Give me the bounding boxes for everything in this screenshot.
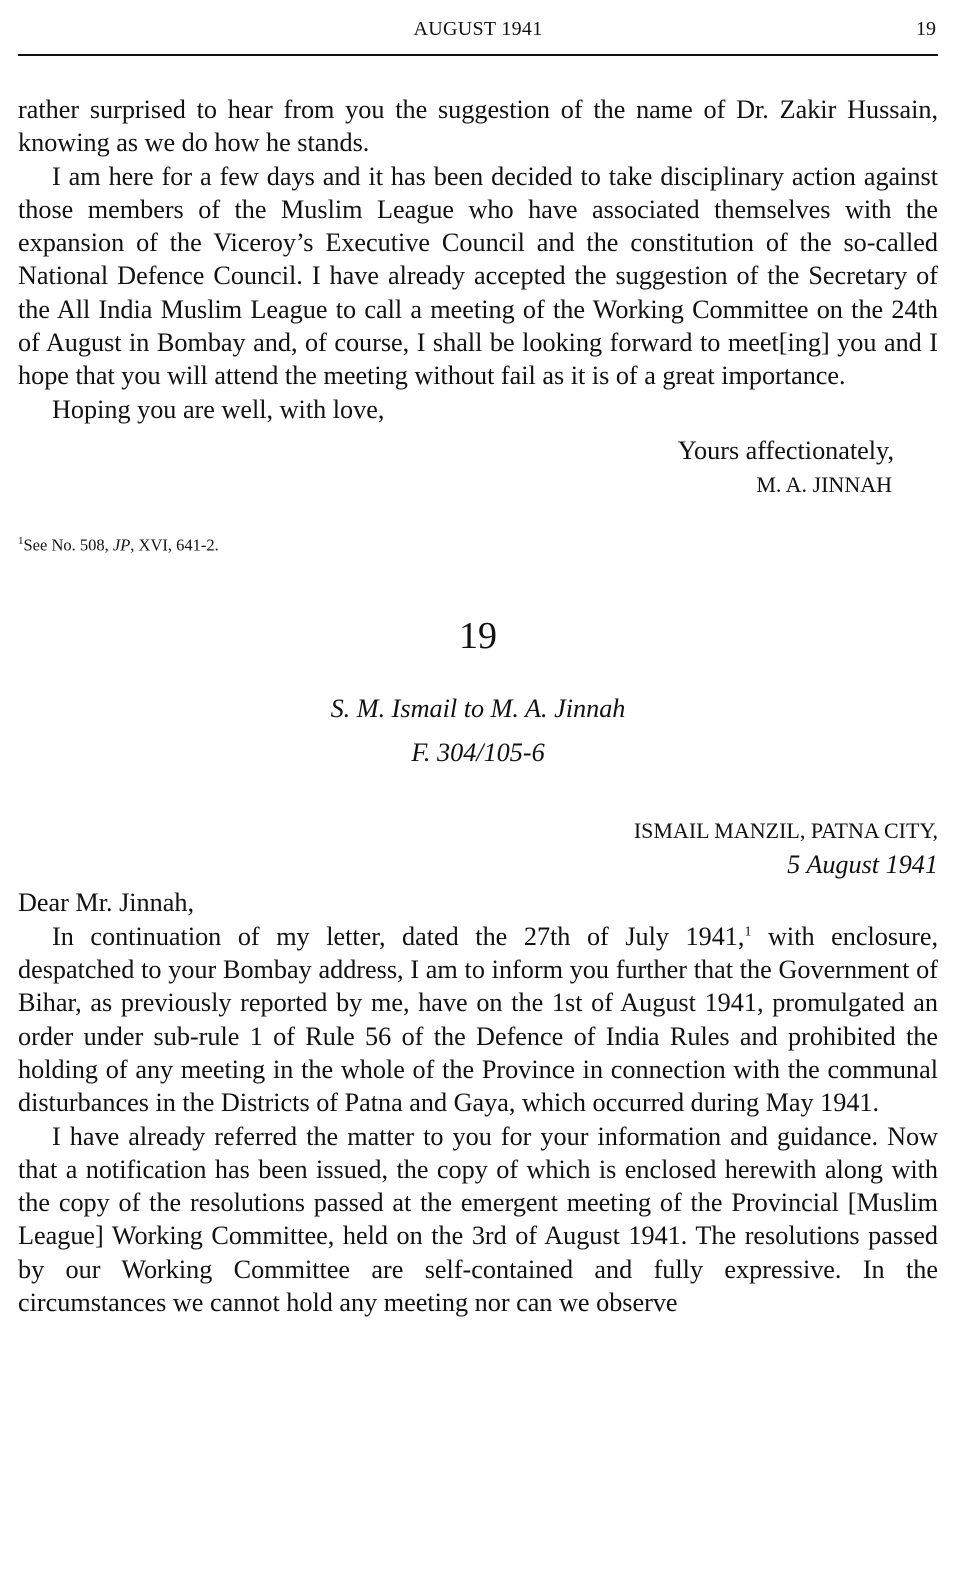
- footnote-text-before: See No. 508,: [23, 535, 113, 555]
- letter1-paragraph-1: rather surprised to hear from you the suggestion of the name of Dr. Zakir Hussain, knowing as we do how he stands.: [18, 95, 938, 158]
- page-header: [18, 14, 938, 56]
- valediction: Yours affectionately,: [677, 435, 894, 465]
- page-body: [18, 93, 938, 1319]
- footnote-italic: JP: [112, 535, 131, 555]
- document-title: S. M. Ismail to M. A. Jinnah: [330, 694, 626, 724]
- document-number: 19: [459, 615, 497, 658]
- footnote: [18, 530, 938, 557]
- sender-address: ISMAIL MANZIL, PATNA CITY,: [633, 818, 938, 844]
- letter1-paragraph-2: I am here for a few days and it has been decided to take disciplinary action against those members of the Muslim League who have associated themselves with the expansion of the Viceroy’s Executive Council and the constitution of the so-called National Defence Council. I have already accepted the suggestion of the Secretary of the All India Muslim League to call a meeting of the Working Committee on the 24th of August in Bombay and, of course, I shall be looking forward to meet[ing] you and I hope that you will attend the meeting without fail as it is of a great importance.: [18, 161, 938, 391]
- letter2-paragraph-2: I have already referred the matter to you for your information and guidance. Now that a notification has been issued, the copy of which is enclosed herewith along with the copy of the resolutions passed at the emergent meeting of the Provincial [Muslim League] Working Committee, held on the 3rd of August 1941. The resolutions passed by our Working Committee are self-contained and fully expressive. In the circumstances we cannot hold any meeting nor can we observe: [18, 1121, 938, 1318]
- letter2-paragraph-1-rest: with enclosure, despatched to your Bombay address, I am to inform you further that the Government of Bihar, as previously reported by me, have on the 1st of August 1941, promulgated an order under sub-rule 1 of Rule 56 of the Defence of India Rules and prohibited the holding of any meeting in the whole of the Province in connection with the communal disturbances in the Districts of Patna and Gaya, which occurred during May 1941.: [18, 921, 938, 1118]
- footnote-text-after: , XVI, 641-2.: [130, 535, 219, 555]
- running-head: AUGUST 1941: [413, 18, 543, 40]
- letter2-paragraph-1-start: In continuation of my letter, dated the 27th of July 1941,: [52, 921, 745, 951]
- footnote-marker: 1: [18, 534, 24, 547]
- document-reference: F. 304/105-6: [411, 738, 545, 768]
- page-number: 19: [916, 18, 936, 40]
- salutation: Dear Mr. Jinnah,: [18, 888, 194, 918]
- letter-date: 5 August 1941: [787, 850, 938, 880]
- letter2-paragraph-1: [18, 920, 938, 1120]
- letter1-signoff: [18, 434, 938, 502]
- note-marker: 1: [744, 924, 752, 940]
- signature: M. A. JINNAH: [756, 471, 892, 497]
- letter1-closing: Hoping you are well, with love,: [52, 394, 385, 424]
